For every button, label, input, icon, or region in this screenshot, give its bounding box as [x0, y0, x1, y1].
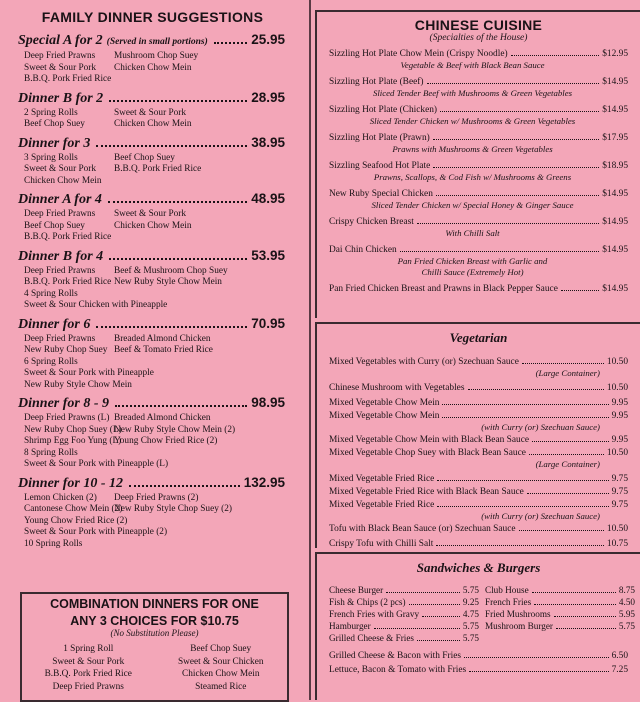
leader-dots: [400, 251, 600, 252]
meal-item: Sweet & Sour Pork: [24, 62, 97, 73]
chinese-item: [317, 244, 640, 278]
meal-item: B.B.Q. Pork Fried Rice: [24, 74, 112, 84]
item-name: Sizzling Hot Plate (Beef): [329, 77, 424, 87]
meal-price: 98.95: [251, 395, 285, 410]
leader-dots: [96, 326, 247, 328]
meal-item: 2 Spring Rolls: [24, 107, 78, 118]
meal-item: New Ruby Chop Suey (L): [24, 424, 122, 435]
chinese-item-list: [317, 48, 640, 295]
meal-item: Sweet & Sour Chicken with Pineapple: [24, 300, 168, 310]
item-description: Vegetable & Beef with Black Bean Sauce: [400, 60, 545, 70]
leader-dots: [417, 223, 599, 224]
family-meal: [0, 134, 305, 188]
meal-price: 70.95: [251, 315, 285, 331]
sandwich-item: [329, 608, 479, 620]
combo-choice: B.B.Q. Pork Fried Rice: [44, 669, 132, 679]
item-description: Prawns, Scallops, & Cod Fish w/ Mushrooms & Greens: [373, 172, 572, 182]
item-price: 10.50: [606, 383, 628, 393]
item-price: 10.50: [606, 524, 628, 534]
chinese-item-row: [317, 104, 640, 116]
item-description: Sliced Tender Chicken w/ Special Honey & Ginger Sauce: [371, 200, 574, 210]
item-price: $14.95: [602, 105, 628, 115]
family-meal: [0, 190, 305, 244]
item-price: 4.75: [462, 609, 479, 619]
item-price: 9.25: [462, 597, 479, 607]
meal-item: Beef Chop Suey: [24, 220, 85, 231]
item-price: $18.95: [602, 161, 628, 171]
item-name: Mixed Vegetable Chow Mein with Black Bean Sauce: [329, 435, 530, 445]
item-name: French Fries: [485, 597, 532, 607]
item-price: $14.95: [602, 217, 628, 227]
item-name: Tofu with Black Bean Sauce (or) Szechuan Sauce: [329, 524, 516, 534]
item-description: Pan Fried Chicken Breast with Garlic and: [397, 256, 548, 266]
chinese-item-row: [317, 283, 640, 295]
vegetarian-item: [317, 538, 640, 550]
meal-item: New Ruby Style Chow Mein: [114, 277, 222, 287]
item-name: Sizzling Seafood Hot Plate: [329, 161, 431, 171]
meal-item: 8 Spring Rolls: [24, 447, 78, 458]
vegetarian-item-row: [317, 397, 640, 409]
combo-choice: 1 Spring Roll: [63, 644, 114, 654]
combo-choice: Deep Fried Prawns: [52, 681, 124, 692]
vegetarian-item: [317, 523, 640, 535]
leader-dots: [534, 604, 616, 605]
chinese-item-row: [317, 244, 640, 256]
meal-item: Shrimp Egg Foo Yung (L): [24, 436, 122, 446]
meal-header: [0, 394, 305, 413]
leader-dots: [554, 616, 616, 617]
chinese-item-row: [317, 188, 640, 200]
meal-item: Chicken Chow Mein: [114, 62, 192, 73]
vegetarian-item: [317, 397, 640, 409]
family-meal-list: [0, 31, 305, 550]
leader-dots: [374, 628, 460, 629]
meal-price: 38.95: [251, 134, 285, 150]
meal-header: [0, 247, 305, 266]
leader-dots: [532, 592, 616, 593]
item-name: Sizzling Hot Plate Chow Mein (Crispy Noodle): [329, 49, 508, 59]
meal-item: Deep Fried Prawns: [24, 209, 96, 219]
item-name: Mixed Vegetable Chow Mein: [329, 398, 440, 408]
item-price: 9.75: [611, 474, 628, 484]
leader-dots: [527, 493, 609, 494]
sandwich-item: [485, 620, 635, 632]
vegetarian-section: [315, 322, 640, 548]
chinese-item-row: [317, 160, 640, 172]
family-meal: [0, 89, 305, 131]
vegetarian-item: [317, 486, 640, 498]
meal-item: Mushroom Chop Suey: [114, 51, 199, 61]
leader-dots: [522, 363, 604, 364]
meal-name: Special A for 2: [18, 33, 103, 48]
meal-item: B.B.Q. Pork Fried Rice: [114, 164, 202, 174]
leader-dots: [417, 640, 460, 641]
item-price: 10.75: [606, 539, 628, 549]
meal-item: Young Chow Fried Rice (2): [24, 515, 128, 526]
vegetarian-item-list: [317, 356, 640, 550]
meal-item: Breaded Almond Chicken: [114, 333, 211, 344]
meal-items: [0, 108, 305, 131]
leader-dots: [433, 167, 599, 168]
item-name: Mixed Vegetable Chop Suey with Black Bean Sauce: [329, 448, 526, 458]
meal-price: 132.95: [243, 474, 285, 490]
leader-dots: [409, 604, 460, 605]
item-price: 9.95: [611, 411, 628, 421]
leader-dots: [437, 480, 608, 481]
meal-item: Sweet & Sour Pork: [114, 107, 187, 118]
item-name: Fried Mushrooms: [485, 609, 551, 619]
sandwiches-section: [315, 552, 640, 700]
meal-price: 28.95: [251, 89, 285, 105]
chinese-item: [317, 132, 640, 155]
meal-name: Dinner B for 4: [18, 248, 104, 264]
family-dinner-title: FAMILY DINNER SUGGESTIONS: [41, 9, 264, 25]
item-name: Lettuce, Bacon & Tomato with Fries: [329, 665, 467, 675]
chinese-item: [317, 160, 640, 183]
item-description: With Chilli Salt: [445, 228, 500, 238]
item-name: Mixed Vegetable Fried Rice: [329, 500, 435, 510]
chinese-item-row: [317, 76, 640, 88]
meal-item: Chicken Chow Mein: [24, 175, 102, 186]
item-name: Mixed Vegetable Fried Rice: [329, 474, 435, 484]
item-name: Pan Fried Chicken Breast and Prawns in Black Pepper Sauce: [329, 284, 558, 294]
meal-name: Dinner A for 4: [18, 192, 102, 207]
meal-items: [0, 413, 305, 471]
vegetarian-item-row: [317, 356, 640, 368]
meal-item: Deep Fried Prawns: [24, 333, 96, 344]
item-note: (with Curry (or) Szechuan Sauce): [481, 511, 600, 521]
vegetarian-item: [317, 447, 640, 470]
meal-items: [0, 266, 305, 312]
leader-dots: [108, 201, 247, 203]
combo-choice: Beef Chop Suey: [190, 644, 252, 654]
combo-choice: Sweet & Sour Chicken: [178, 656, 264, 667]
column-divider: [309, 0, 311, 700]
sandwich-item: [317, 664, 640, 676]
leader-dots: [109, 100, 247, 102]
chinese-item: [317, 76, 640, 99]
item-description: Prawns with Mushrooms & Green Vegetables: [392, 144, 553, 154]
item-name: Cheese Burger: [329, 585, 384, 595]
leader-dots: [442, 404, 608, 405]
meal-name: Dinner for 6: [18, 316, 91, 332]
leader-dots: [511, 55, 600, 56]
meal-item: Lemon Chicken (2): [24, 492, 97, 503]
meal-item: Deep Fried Prawns: [24, 265, 96, 276]
leader-dots: [129, 485, 240, 487]
vegetarian-item: [317, 382, 640, 394]
sandwiches-right: [485, 584, 635, 644]
meal-item: Sweet & Sour Pork with Pineapple: [24, 368, 154, 378]
meal-item: B.B.Q. Pork Fried Rice: [24, 232, 112, 242]
sandwich-item: [317, 650, 640, 662]
leader-dots: [440, 111, 599, 112]
leader-dots: [96, 145, 247, 147]
meal-item: New Ruby Style Chop Suey (2): [114, 504, 233, 514]
meal-header: [0, 190, 305, 209]
chinese-item: [317, 216, 640, 239]
leader-dots: [464, 657, 609, 658]
combo-subtitle: ANY 3 CHOICES FOR $10.75: [70, 614, 239, 628]
meal-item: 3 Spring Rolls: [24, 152, 78, 163]
leader-dots: [561, 290, 599, 291]
item-name: Grilled Cheese & Bacon with Fries: [329, 651, 462, 661]
leader-dots: [469, 671, 608, 672]
combo-choice: Chicken Chow Mein: [182, 669, 260, 679]
combo-title: COMBINATION DINNERS FOR ONE: [50, 597, 259, 611]
meal-header: [0, 134, 305, 153]
meal-item: Sweet & Sour Pork with Pineapple (L): [24, 459, 169, 469]
meal-item: 4 Spring Rolls: [24, 288, 78, 299]
meal-item: Deep Fried Prawns (2): [114, 492, 199, 503]
sandwiches-wide: [317, 650, 640, 676]
meal-name: Dinner for 10 - 12: [18, 475, 124, 491]
item-price: 4.50: [618, 597, 635, 607]
chinese-cuisine-subtitle: (Specialties of the House): [429, 33, 528, 43]
leader-dots: [442, 417, 608, 418]
family-meal: [0, 474, 305, 551]
meal-items: [0, 209, 305, 244]
leader-dots: [437, 506, 608, 507]
item-price: 9.95: [611, 435, 628, 445]
meal-price: 48.95: [251, 191, 285, 206]
leader-dots: [556, 628, 616, 629]
sandwich-item: [329, 632, 479, 644]
meal-item: 10 Spring Rolls: [24, 538, 83, 549]
item-price: 10.50: [606, 357, 628, 367]
meal-item: Sweet & Sour Pork: [114, 209, 187, 219]
chinese-cuisine-section: [315, 10, 640, 318]
item-price: $14.95: [602, 245, 628, 255]
family-meal: [0, 31, 305, 86]
family-dinner-column: [0, 0, 305, 700]
chinese-item: [317, 188, 640, 211]
meal-items: [0, 334, 305, 392]
combination-dinners-box: [20, 592, 289, 702]
item-note: (Large Container): [535, 368, 600, 378]
vegetarian-item-row: [317, 410, 640, 422]
meal-header: [0, 474, 305, 493]
item-name: Club House: [485, 585, 529, 595]
meal-item: 6 Spring Rolls: [24, 356, 78, 367]
chinese-item-row: [317, 216, 640, 228]
item-name: Grilled Cheese & Fries: [329, 633, 414, 643]
leader-dots: [468, 389, 604, 390]
leader-dots: [115, 405, 247, 407]
meal-name: Dinner for 3: [18, 135, 91, 151]
item-price: 5.75: [462, 621, 479, 631]
vegetarian-item: [317, 410, 640, 433]
meal-price: 25.95: [251, 32, 285, 47]
meal-items: [0, 51, 305, 86]
meal-item: Beef & Tomato Fried Rice: [114, 345, 213, 355]
leader-dots: [422, 616, 460, 617]
meal-items: [0, 153, 305, 188]
meal-item: Chicken Chow Mein: [114, 220, 192, 231]
meal-item: Beef & Mushroom Chop Suey: [114, 265, 228, 276]
item-price: 9.75: [611, 487, 628, 497]
meal-item: Deep Fried Prawns (L): [24, 413, 110, 423]
meal-item: Breaded Almond Chicken: [114, 413, 211, 423]
vegetarian-title: Vegetarian: [449, 330, 508, 345]
item-name: Fish & Chips (2 pcs): [329, 597, 406, 607]
meal-note: (Served in small portions): [106, 37, 208, 47]
item-price: 5.95: [618, 609, 635, 619]
item-name: Crispy Tofu with Chilli Salt: [329, 539, 434, 549]
item-price: 5.75: [462, 585, 479, 595]
meal-header: [0, 89, 305, 108]
chinese-item: [317, 104, 640, 127]
item-price: 7.25: [611, 665, 628, 675]
sandwiches-title: Sandwiches & Burgers: [416, 560, 541, 575]
leader-dots: [436, 195, 599, 196]
meal-header: [0, 31, 305, 51]
combo-choices: [22, 643, 287, 693]
meal-items: [0, 493, 305, 551]
vegetarian-item-row: [317, 486, 640, 498]
meal-item: Sweet & Sour Pork: [24, 164, 97, 174]
vegetarian-item-row: [317, 523, 640, 535]
item-name: Sizzling Hot Plate (Prawn): [329, 133, 430, 143]
vegetarian-item: [317, 499, 640, 522]
sandwich-item: [485, 584, 635, 596]
item-name: Dai Chin Chicken: [329, 245, 397, 255]
item-name: Hamburger: [329, 621, 371, 631]
item-note: (Large Container): [535, 459, 600, 469]
leader-dots: [529, 454, 604, 455]
vegetarian-item-row: [317, 473, 640, 485]
item-name: Chinese Mushroom with Vegetables: [329, 383, 465, 393]
sandwich-item: [329, 596, 479, 608]
item-description: Sliced Tender Chicken w/ Mushrooms & Green Vegetables: [369, 116, 576, 126]
vegetarian-item-row: [317, 499, 640, 511]
meal-item: B.B.Q. Pork Fried Rice: [24, 277, 112, 287]
item-name: Mushroom Burger: [485, 621, 553, 631]
leader-dots: [386, 592, 460, 593]
item-name: Sizzling Hot Plate (Chicken): [329, 105, 438, 115]
meal-price: 53.95: [251, 247, 285, 263]
leader-dots: [427, 83, 600, 84]
vegetarian-item-row: [317, 447, 640, 459]
sandwiches-grid: [317, 584, 640, 644]
item-price: $14.95: [602, 77, 628, 87]
chinese-cuisine-title: CHINESE CUISINE: [414, 17, 543, 33]
meal-item: New Ruby Style Chow Mein: [24, 379, 132, 390]
meal-item: New Ruby Style Chow Mein (2): [114, 424, 236, 435]
item-price: 5.75: [462, 633, 479, 643]
meal-item: New Ruby Chop Suey: [24, 345, 108, 355]
family-meal: [0, 394, 305, 471]
item-price: $14.95: [602, 189, 628, 199]
meal-item: Young Chow Fried Rice (2): [114, 436, 218, 446]
item-name: New Ruby Special Chicken: [329, 189, 433, 199]
item-note: (with Curry (or) Szechuan Sauce): [481, 422, 600, 432]
item-description: Sliced Tender Beef with Mushrooms & Green Vegetables: [372, 88, 573, 98]
chinese-item: [317, 48, 640, 71]
meal-name: Dinner for 8 - 9: [18, 396, 110, 411]
item-price: 9.95: [611, 398, 628, 408]
sandwiches-left: [329, 584, 479, 644]
leader-dots: [519, 530, 604, 531]
item-price: $17.95: [602, 133, 628, 143]
sandwich-item: [329, 620, 479, 632]
vegetarian-item: [317, 356, 640, 379]
item-name: French Fries with Gravy: [329, 609, 420, 619]
item-price: $12.95: [602, 49, 628, 59]
item-name: Mixed Vegetables with Curry (or) Szechuan Sauce: [329, 357, 519, 367]
meal-item: Deep Fried Prawns: [24, 51, 96, 61]
item-price: 10.50: [606, 448, 628, 458]
meal-name: Dinner B for 2: [18, 90, 104, 106]
item-price: 6.50: [611, 651, 628, 661]
vegetarian-item: [317, 473, 640, 485]
meal-item: Chicken Chow Mein: [114, 119, 192, 129]
item-price: 8.75: [618, 585, 635, 595]
leader-dots: [436, 545, 604, 546]
item-price: 9.75: [611, 500, 628, 510]
meal-item: Beef Chop Suey: [114, 152, 175, 163]
family-meal: [0, 315, 305, 392]
meal-item: Beef Chop Suey: [24, 119, 85, 129]
item-name: Mixed Vegetable Chow Mein: [329, 411, 440, 421]
chinese-item-row: [317, 132, 640, 144]
right-column: [315, 0, 640, 700]
vegetarian-item-row: [317, 538, 640, 550]
sandwich-item: [485, 608, 635, 620]
meal-item: Cantonese Chow Mein (2): [24, 504, 123, 514]
item-name: Crispy Chicken Breast: [329, 217, 414, 227]
item-price: 5.75: [618, 621, 635, 631]
meal-header: [0, 315, 305, 334]
leader-dots: [532, 441, 609, 442]
combo-choice: Steamed Rice: [195, 681, 247, 692]
item-description: Chilli Sauce (Extremely Hot): [421, 267, 524, 277]
sandwich-item: [329, 584, 479, 596]
sandwich-item: [485, 596, 635, 608]
meal-item: Sweet & Sour Pork with Pineapple (2): [24, 527, 168, 537]
vegetarian-item: [317, 434, 640, 446]
leader-dots: [109, 258, 247, 260]
family-meal: [0, 247, 305, 312]
vegetarian-item-row: [317, 434, 640, 446]
combo-choice: Sweet & Sour Pork: [52, 656, 125, 667]
chinese-item-row: [317, 48, 640, 60]
combo-note: (No Substitution Please): [110, 628, 199, 638]
item-name: Mixed Vegetable Fried Rice with Black Bean Sauce: [329, 487, 524, 497]
item-price: $14.95: [602, 284, 628, 294]
leader-dots: [433, 139, 599, 140]
chinese-item: [317, 283, 640, 295]
leader-dots: [214, 42, 247, 44]
vegetarian-item-row: [317, 382, 640, 394]
